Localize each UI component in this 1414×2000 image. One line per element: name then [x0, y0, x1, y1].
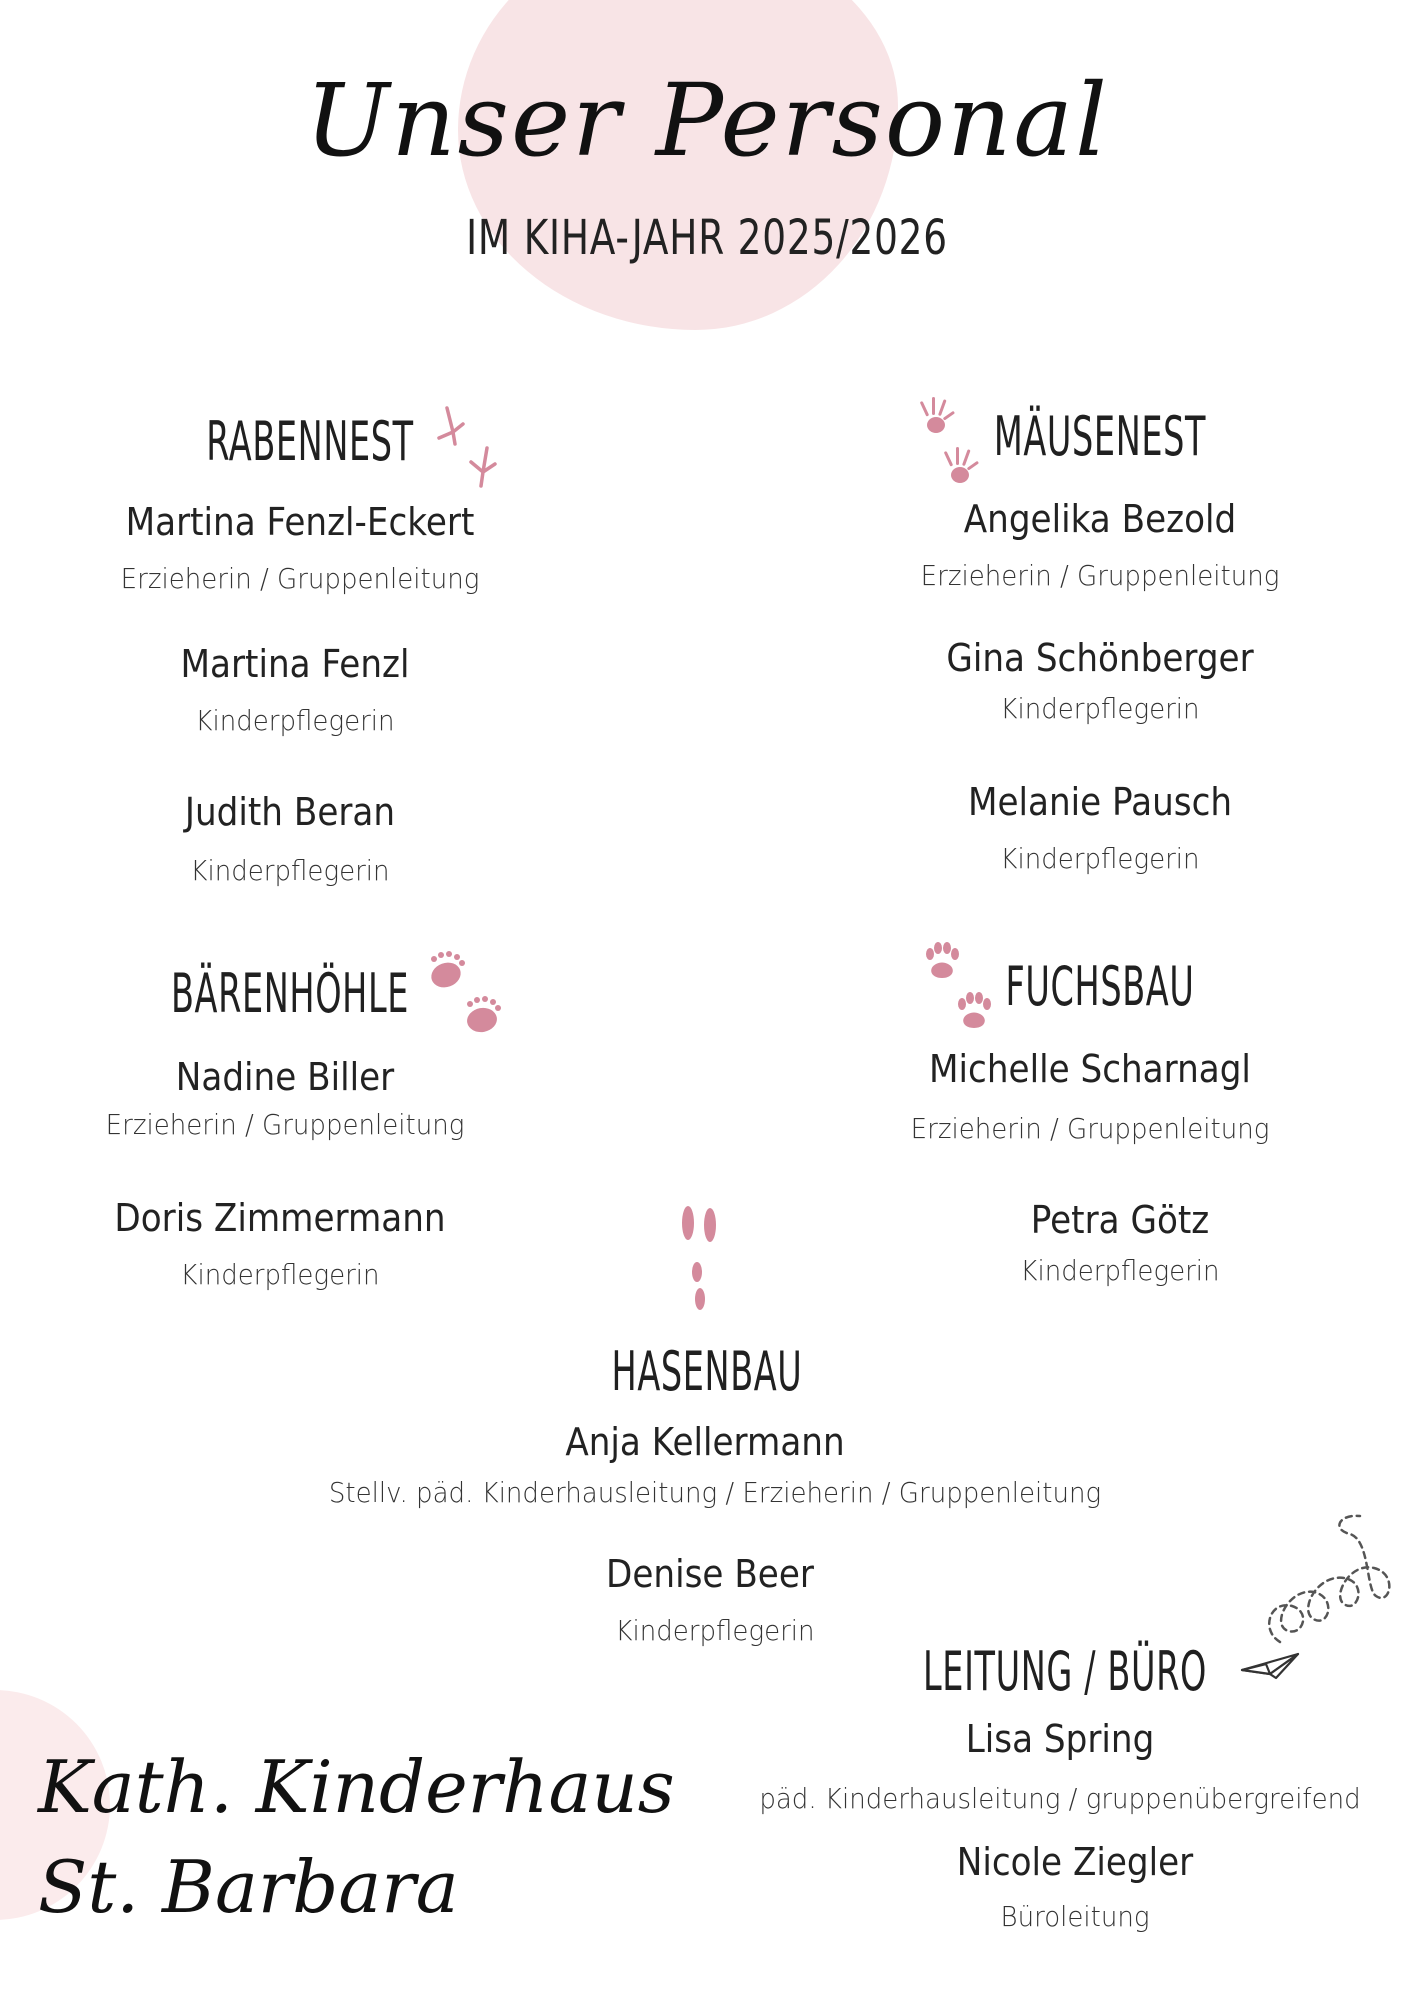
staff-name: Judith Beran: [184, 790, 396, 834]
staff-role: Kinderpflegerin: [1000, 692, 1200, 725]
staff-name: Martina Fenzl-Eckert: [125, 500, 475, 544]
signature-line-2: St. Barbara: [38, 1845, 459, 1929]
staff-name: Martina Fenzl: [180, 642, 410, 686]
group-heading-rabennest: RABENNEST: [206, 410, 414, 473]
staff-role: Erzieherin / Gruppenleitung: [910, 1112, 1270, 1145]
staff-role: Kinderpflegerin: [195, 704, 395, 737]
staff-role: Kinderpflegerin: [1000, 842, 1200, 875]
staff-name: Lisa Spring: [965, 1717, 1155, 1761]
group-heading-maeusenest: MÄUSENEST: [993, 405, 1207, 468]
staff-role: Stellv. päd. Kinderhausleitung / Erzieherin / Gruppenleitung: [328, 1476, 1102, 1509]
staff-name: Denise Beer: [606, 1552, 814, 1596]
staff-name: Nadine Biller: [175, 1055, 395, 1099]
staff-role: Erzieherin / Gruppenleitung: [105, 1108, 465, 1141]
staff-name: Nicole Ziegler: [956, 1840, 1194, 1884]
staff-name: Doris Zimmermann: [114, 1196, 446, 1240]
rabbit-footprints-icon: [675, 1205, 725, 1315]
page-subtitle: IM KIHA-JAHR 2025/2026: [466, 210, 948, 266]
staff-name: Gina Schönberger: [946, 636, 1254, 680]
group-heading-leitung: LEITUNG / BÜRO: [923, 1640, 1207, 1703]
staff-role: Kinderpflegerin: [615, 1614, 815, 1647]
staff-role: Büroleitung: [1000, 1900, 1150, 1933]
staff-name: Petra Götz: [1030, 1198, 1210, 1242]
bird-footprints-icon: [425, 400, 515, 490]
staff-role: Kinderpflegerin: [190, 854, 390, 887]
staff-role: päd. Kinderhausleitung / gruppenübergreifend: [759, 1782, 1361, 1815]
group-heading-baerenhoehle: BÄRENHÖHLE: [170, 962, 410, 1025]
staff-name: Michelle Scharnagl: [929, 1047, 1251, 1091]
group-heading-fuchsbau: FUCHSBAU: [1005, 955, 1195, 1018]
signature-line-1: Kath. Kinderhaus: [38, 1745, 675, 1829]
staff-role: Erzieherin / Gruppenleitung: [920, 559, 1280, 592]
paper-plane-icon: [1240, 1510, 1410, 1680]
staff-role: Kinderpflegerin: [1020, 1254, 1220, 1287]
staff-name: Angelika Bezold: [963, 497, 1237, 541]
staff-role: Kinderpflegerin: [180, 1258, 380, 1291]
staff-name: Melanie Pausch: [967, 780, 1233, 824]
staff-name: Anja Kellermann: [565, 1420, 845, 1464]
staff-role: Erzieherin / Gruppenleitung: [120, 562, 480, 595]
page-title: Unser Personal: [304, 62, 1110, 179]
group-heading-hasenbau: HASENBAU: [611, 1340, 803, 1403]
bear-paw-icon: [420, 945, 510, 1040]
